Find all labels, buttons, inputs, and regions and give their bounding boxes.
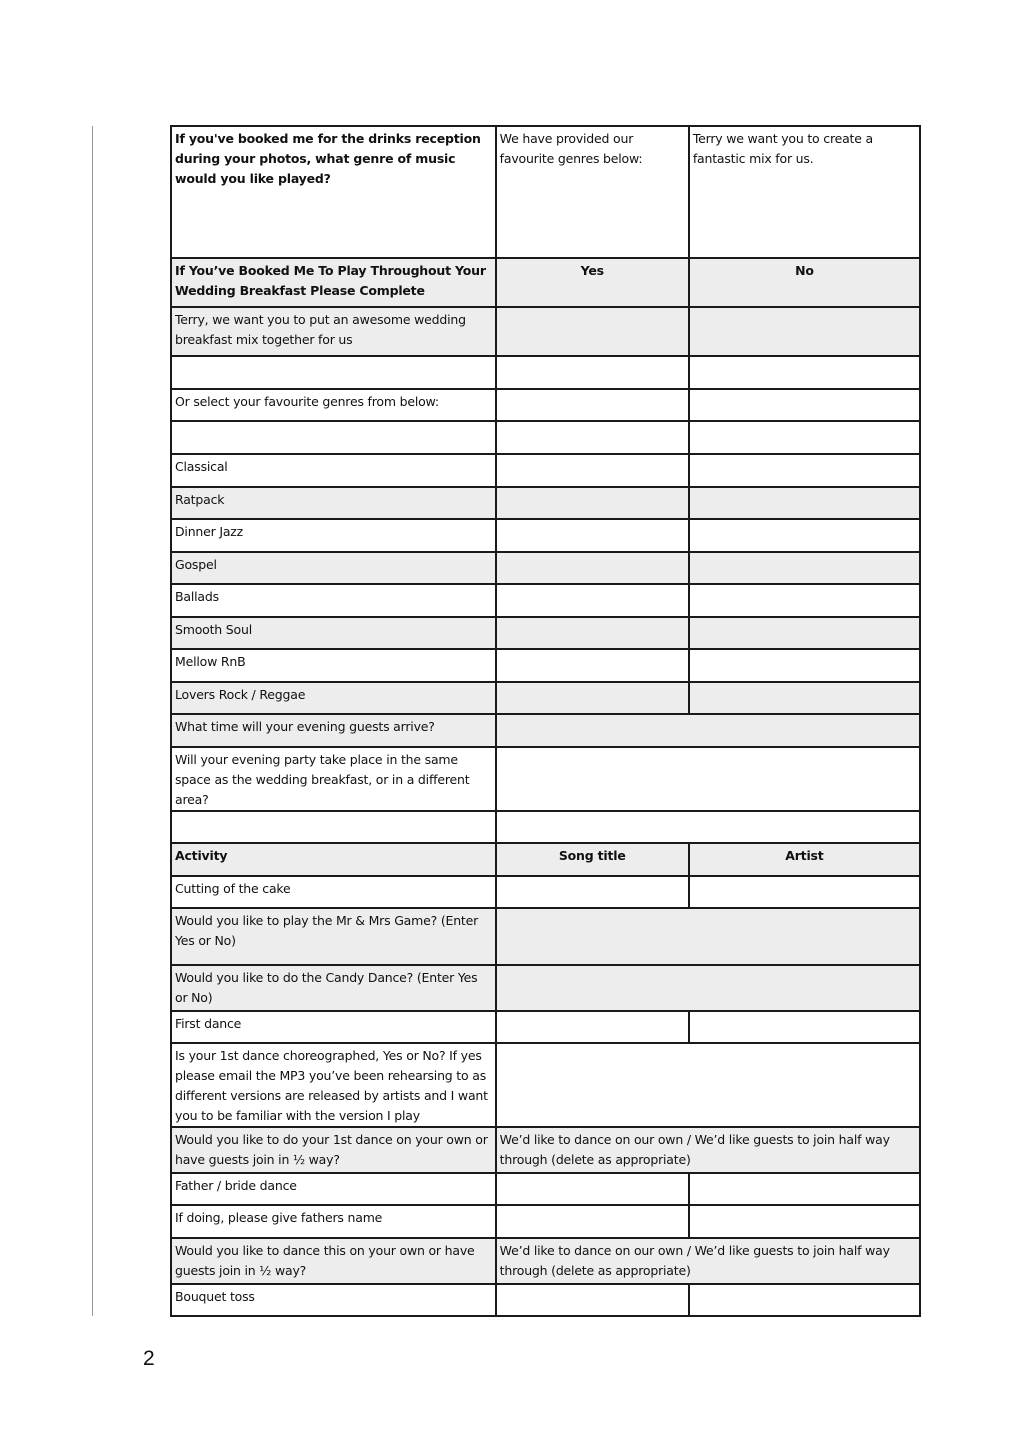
drinks-option-fantastic-mix[interactable]: Terry we want you to create a fantastic mix for us.	[689, 126, 920, 258]
activity-row	[171, 1284, 920, 1316]
genre-no-cell[interactable]	[689, 584, 920, 617]
song-title-cell[interactable]	[496, 1011, 689, 1043]
activity-row	[171, 876, 920, 908]
genre-no-cell[interactable]	[689, 519, 920, 552]
first-dance-join-label: Would you like to do your 1st dance on your own or have guests join in ½ way?	[171, 1127, 496, 1173]
activity-label: First dance	[171, 1011, 496, 1043]
wedding-music-form-table	[170, 125, 921, 1317]
yes-column-header: Yes	[496, 258, 689, 307]
first-dance-join-answer[interactable]: We’d like to dance on our own / We’d like guests to join half way through (delete as appropriate)	[496, 1127, 920, 1173]
activity-header-row	[171, 843, 920, 876]
father-name-label: If doing, please give fathers name	[171, 1205, 496, 1238]
genre-row	[171, 682, 920, 714]
first-dance-join-row	[171, 1127, 920, 1173]
genre-row	[171, 487, 920, 519]
activity-row	[171, 1011, 920, 1043]
artist-column-header: Artist	[689, 843, 920, 876]
song-title-column-header: Song title	[496, 843, 689, 876]
genre-yes-cell[interactable]	[496, 682, 689, 714]
blank-cell	[171, 421, 496, 454]
artist-cell[interactable]	[689, 876, 920, 908]
genre-row	[171, 519, 920, 552]
song-title-cell[interactable]	[496, 1284, 689, 1316]
breakfast-header-row	[171, 258, 920, 307]
evening-arrival-answer[interactable]	[496, 714, 920, 747]
genre-label: Dinner Jazz	[171, 519, 496, 552]
genre-yes-cell[interactable]	[496, 617, 689, 649]
mr-mrs-game-label: Would you like to play the Mr & Mrs Game? (Enter Yes or No)	[171, 908, 496, 965]
genre-label: Ballads	[171, 584, 496, 617]
activity-label: Father / bride dance	[171, 1173, 496, 1205]
blank-cell	[171, 356, 496, 389]
genre-yes-cell[interactable]	[496, 454, 689, 487]
breakfast-mix-row	[171, 307, 920, 356]
breakfast-mix-label: Terry, we want you to put an awesome wedding breakfast mix together for us	[171, 307, 496, 356]
genre-no-cell[interactable]	[689, 552, 920, 584]
activity-label: Cutting of the cake	[171, 876, 496, 908]
mr-mrs-game-answer[interactable]	[496, 908, 920, 965]
genre-yes-cell[interactable]	[496, 519, 689, 552]
drinks-reception-row	[171, 126, 920, 258]
blank-cell[interactable]	[689, 356, 920, 389]
activity-column-header: Activity	[171, 843, 496, 876]
father-name-cell[interactable]	[496, 1205, 689, 1238]
page-number: 2	[143, 1347, 155, 1370]
blank-cell[interactable]	[689, 421, 920, 454]
genre-no-cell[interactable]	[689, 682, 920, 714]
genre-yes-cell[interactable]	[496, 487, 689, 519]
genre-label: Classical	[171, 454, 496, 487]
genre-label: Smooth Soul	[171, 617, 496, 649]
choreographed-answer[interactable]	[496, 1043, 920, 1127]
genre-no-cell[interactable]	[689, 487, 920, 519]
artist-cell[interactable]	[689, 1173, 920, 1205]
blank-row	[171, 811, 920, 843]
genre-label: Gospel	[171, 552, 496, 584]
father-dance-join-label: Would you like to dance this on your own or have guests join in ½ way?	[171, 1238, 496, 1284]
blank-cell[interactable]	[496, 811, 920, 843]
blank-row	[171, 356, 920, 389]
evening-arrival-row	[171, 714, 920, 747]
breakfast-mix-yes-cell[interactable]	[496, 307, 689, 356]
father-name-row	[171, 1205, 920, 1238]
no-column-header: No	[689, 258, 920, 307]
song-title-cell[interactable]	[496, 1173, 689, 1205]
activity-label: Bouquet toss	[171, 1284, 496, 1316]
select-genres-yes-cell[interactable]	[496, 389, 689, 421]
choreographed-label: Is your 1st dance choreographed, Yes or No? If yes please email the MP3 you’ve been rehearsing to as different versions are released by artists and I want you to be familiar with the version I play	[171, 1043, 496, 1127]
candy-dance-answer[interactable]	[496, 965, 920, 1011]
evening-space-answer[interactable]	[496, 747, 920, 811]
evening-space-row	[171, 747, 920, 811]
blank-cell[interactable]	[496, 356, 689, 389]
choreographed-row	[171, 1043, 920, 1127]
genre-yes-cell[interactable]	[496, 649, 689, 682]
genre-label: Lovers Rock / Reggae	[171, 682, 496, 714]
candy-dance-row	[171, 965, 920, 1011]
genre-label: Mellow RnB	[171, 649, 496, 682]
artist-cell[interactable]	[689, 1284, 920, 1316]
blank-cell[interactable]	[496, 421, 689, 454]
select-genres-no-cell[interactable]	[689, 389, 920, 421]
select-genres-label: Or select your favourite genres from below:	[171, 389, 496, 421]
genre-no-cell[interactable]	[689, 454, 920, 487]
genre-no-cell[interactable]	[689, 649, 920, 682]
genre-row	[171, 649, 920, 682]
song-title-cell[interactable]	[496, 876, 689, 908]
genre-row	[171, 454, 920, 487]
father-dance-join-row	[171, 1238, 920, 1284]
activity-row	[171, 1173, 920, 1205]
father-name-cell[interactable]	[689, 1205, 920, 1238]
breakfast-header: If You’ve Booked Me To Play Throughout Your Wedding Breakfast Please Complete	[171, 258, 496, 307]
genre-row	[171, 552, 920, 584]
drinks-reception-question: If you've booked me for the drinks reception during your photos, what genre of music would you like played?	[171, 126, 496, 258]
blank-cell	[171, 811, 496, 843]
genre-label: Ratpack	[171, 487, 496, 519]
genre-row	[171, 584, 920, 617]
father-dance-join-answer[interactable]: We’d like to dance on our own / We’d like guests to join half way through (delete as appropriate)	[496, 1238, 920, 1284]
candy-dance-label: Would you like to do the Candy Dance? (Enter Yes or No)	[171, 965, 496, 1011]
mr-mrs-game-row	[171, 908, 920, 965]
genre-yes-cell[interactable]	[496, 552, 689, 584]
genre-yes-cell[interactable]	[496, 584, 689, 617]
blank-row	[171, 421, 920, 454]
genre-no-cell[interactable]	[689, 617, 920, 649]
drinks-option-favourite-genres[interactable]: We have provided our favourite genres below:	[496, 126, 689, 258]
evening-arrival-label: What time will your evening guests arrive?	[171, 714, 496, 747]
genre-row	[171, 617, 920, 649]
evening-space-label: Will your evening party take place in the same space as the wedding breakfast, or in a different area?	[171, 747, 496, 811]
margin-rule	[92, 126, 93, 1316]
artist-cell[interactable]	[689, 1011, 920, 1043]
breakfast-mix-no-cell[interactable]	[689, 307, 920, 356]
select-genres-row	[171, 389, 920, 421]
